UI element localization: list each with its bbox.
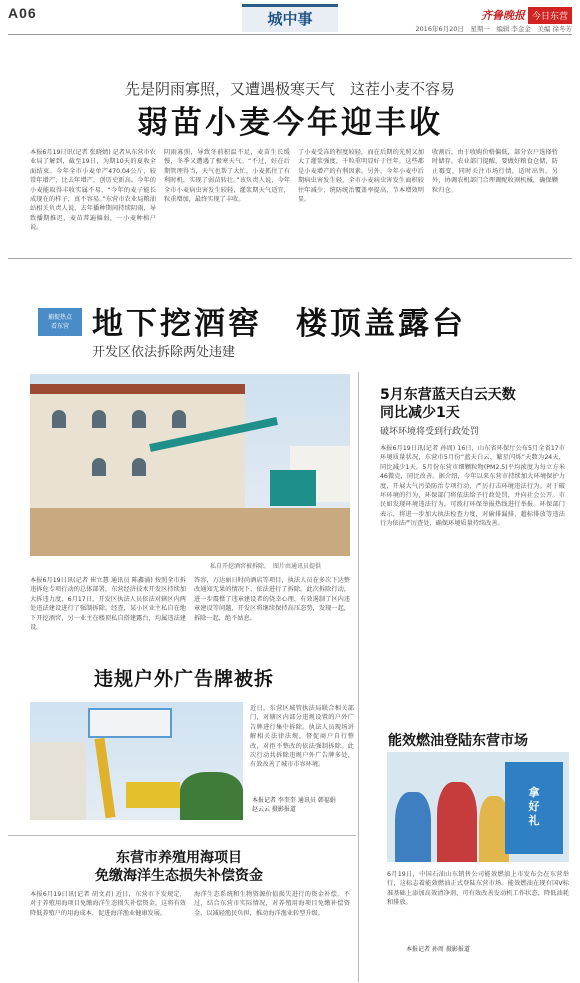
dateline: 2016年6月20日 星期一 编辑 李金金 美编 徐冬芳 — [415, 25, 572, 33]
page-header — [0, 0, 580, 34]
story2-subhead: 开发区依法拆除两处违建 — [92, 345, 236, 360]
hotspot-badge: 捕捉热点 看东营 — [38, 308, 82, 336]
brand-logo: 齐鲁晚报 — [480, 9, 525, 22]
brand-sub: 今日东营 — [528, 7, 572, 24]
story1-column-1: 本报6月19日讯(记者 张晓婧) 记者从东营市农业局了解到，截至19日，为期10天的夏收全面结束。今年全市小麦单产470.04公斤，较常年增产，比去年增产，创历史新高。今年的小麦能取得丰收实属不易，“今年的麦子能长成现在的样子，真不容易。”东营市农业局粮油站相关负责人说，去年播种期间持续阴雨，导致播期推迟，麦苗普遍偏弱，一小麦种植户说。 — [30, 149, 156, 232]
story1-divider — [8, 258, 572, 259]
story1-subhead: 先是阴雨寡照，又遭遇极寒天气 这茬小麦不容易 — [124, 80, 455, 98]
section-tab[interactable] — [242, 4, 338, 32]
header-divider — [8, 34, 572, 35]
air-quality-subhead: 破坏环境将受到行政处罚 — [380, 427, 480, 437]
story1-headline: 弱苗小麦今年迎丰收 — [137, 105, 443, 141]
fuel-body: 6月19日，中国石油山东销售公司能效燃油上市发布会在东营举行，这标志着能效燃油正式登陆东营市场。能效燃油在现有国V标准基础上添加高效清净剂，可有效改善发动机工作状态，降低油耗和排放。 — [387, 871, 569, 907]
billboard-headline: 违规户外广告牌被拆 — [94, 668, 275, 690]
excavator-photo — [30, 374, 350, 556]
story2-headline: 地下挖酒窖 楼顶盖露台 — [92, 306, 466, 342]
story1-column-2: 阴雨寡照，导致冬前积温不足，麦苗生长缓慢，冬季又遭遇了极寒天气。“不过，好在后期管理得当，天气也帮了大忙，小麦抓住了有利时机，实现了弱苗转壮。”该负责人说，今年全市小麦病虫害发生较轻，灌浆期天气适宜，粒重增加，最终实现了丰收。 — [164, 149, 290, 204]
fuel-event-photo: 拿 好 礼 — [387, 752, 569, 862]
fuel-headline: 能效燃油登陆东营市场 — [388, 733, 528, 749]
brand — [481, 6, 572, 24]
aquaculture-column-2: 海洋生态系统和生物资源价值损失进行的资金补偿。不过，结合东营市实际情况，对养殖用海项目免缴补偿资金，以减轻渔民负担，推动海洋渔业转型升级。 — [194, 891, 350, 917]
aquaculture-column-1: 本报6月19日讯(记者 胡文君) 近日，东营市下发规定，对于养殖用海项目免缴海洋生态损失补偿资金，这将有效降低养殖户的用海成本，促进海洋渔业健康发展。 — [30, 891, 186, 917]
story1-column-3: 了小麦受冻的程度较轻，而在后期的光照又加大了灌浆强度，千粒重明显好于往年。这些都是小麦增产的有利因素。另外，今年小麦中后期病虫害发生轻，全市小麦病虫害发生面积较往年减少，统防统治覆盖率提高，节本增效明显。 — [298, 149, 424, 204]
story1-column-4: 收割后，由于收购价格偏低，部分农户选择暂时储存。农业部门提醒，要做好粮食仓储，防止霉变，同时关注市场行情，适时出售。另外，协调农机部门合理调配收割机械，确保颗粒归仓。 — [432, 149, 558, 194]
air-quality-body: 本报6月19日讯(记者 孙周) 16日，山东省环保厅公布5月全省17市环境质量状况，东营市5月份“蓝天白云、繁星闪烁”天数为24天，同比减少1天。5月份东营市细颗粒物(PM2.5)平均浓度为每立方米46微克，同比改善。据介绍，今年以来东营市持续加大环境保护力度，开展大气污染防治专项行动，严厉打击环境违法行为。对于破坏环境的行为，环保部门将依法给予行政处罚，并向社会公开。市民如发现环境违法行为，可拨打环保举报热线进行举报。环保部门表示，将进一步加大执法检查力度，对偷排漏排、超标排放等违法行为依法严厉查处，确保环境质量持续改善。 — [380, 445, 565, 528]
billboard-byline: 本报记者 李奎奎 通讯员 韩福娟 赵云云 摄影报道 — [252, 797, 336, 813]
section-title: 城中事 — [267, 10, 313, 28]
story3-divider — [8, 835, 356, 836]
air-quality-headline: 5月东营蓝天白云天数 同比减少1天 — [380, 387, 516, 421]
fuel-byline: 本报记者 孙周 摄影报道 — [406, 946, 470, 953]
billboard-photo — [30, 702, 243, 820]
aquaculture-headline: 东营市养殖用海项目 免缴海洋生态损失补偿资金 — [95, 850, 263, 884]
column-divider — [358, 372, 359, 982]
page-number: A06 — [8, 5, 37, 21]
billboard-body: 近日，东营区城管执法局联合相关部门，对辖区内部分违规设置的户外广告牌进行集中拆除。执法人员现场讲解相关法律法规，督促商户自行整改，对拒不整改的依法强制拆除。此次行动共拆除违规户外广告牌多处，有效改善了城市市容环境。 — [250, 705, 354, 769]
story2-column-1: 本报6月19日讯(记者 崔立慧 通讯员 陈鑫涌) 按照全市拆违拆危专项行动的总体部署，东营经济技术开发区持续加大拆违力度，6月17日，开发区执法人员依法对辖区内两处违法建设进行了强制拆除。经查，某小区业主私自在地下开挖酒窖，另一业主在楼顶私自搭建露台，均属违法建设。 — [30, 577, 186, 632]
story2-column-2: 答容，万达丽日时尚酒店等项目，执法人员在多次下达整改通知无果的情况下，依法进行了拆除。此次拆除行动，进一步震慑了违章建设者的侥幸心理，有效遏制了区内违章建设等问题，开发区将继续保持高压态势，发现一起，拆除一起，绝不姑息。 — [194, 577, 350, 622]
photo1-caption: 私自开挖酒窖被拆除。 图片由通讯员提供 — [210, 563, 322, 570]
